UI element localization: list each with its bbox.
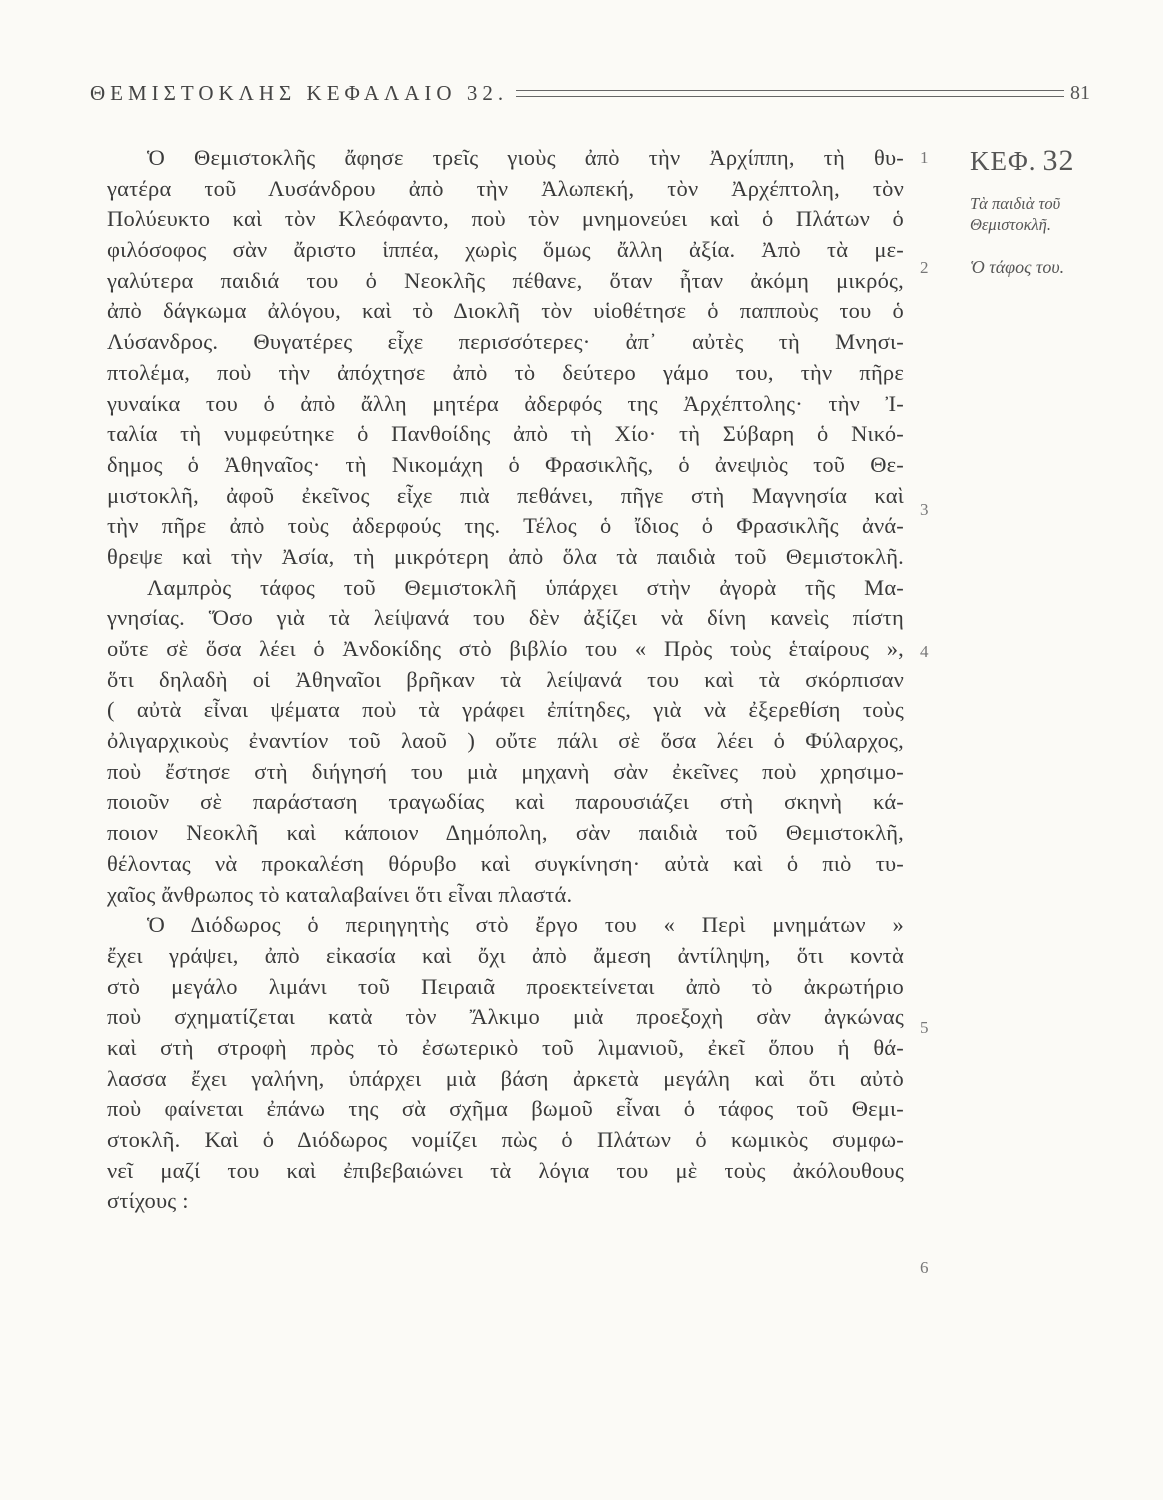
text-line: καὶ στὴ στροφὴ πρὸς τὸ ἐσωτερικὸ τοῦ λιμανιοῦ, ἐκεῖ ὅπου ἡ θά-	[107, 1034, 904, 1060]
running-header	[90, 78, 1090, 108]
text-line: γνησίας. Ὅσο γιὰ τὰ λείψανά του δὲν ἀξίζει νὰ δίνη κανεὶς πίστη	[107, 605, 904, 631]
text-line: στὸ μεγάλο λιμάνι τοῦ Πειραιᾶ προεκτείνεται ἀπὸ τὸ ἀκρωτήριο	[107, 973, 904, 999]
text-line: λασσα ἔχει γαλήνη, ὑπάρχει μιὰ βάση ἀρκετὰ μεγάλη καὶ ὅτι αὐτὸ	[107, 1065, 904, 1091]
margin-note-line: Θεμιστοκλῆ.	[970, 215, 1051, 234]
chapter-heading	[970, 143, 1130, 179]
text-line: οὔτε σὲ ὅσα λέει ὁ Ἀνδοκίδης στὸ βιβλίο του « Πρὸς τοὺς ἑταίρους »,	[107, 636, 904, 661]
text-line: τὴν πῆρε ἀπὸ τοὺς ἀδερφούς της. Τέλος ὁ ἴδιος ὁ Φρασικλῆς ἀνά-	[107, 513, 904, 539]
text-line: ( αὐτὰ εἶναι ψέματα ποὺ τὰ γράφει ἐπίτηδες, γιὰ νὰ ἐξερεθίση τοὺς	[107, 697, 904, 723]
section-number: 4	[920, 642, 929, 661]
text-line: ταλία τὴ νυμφεύτηκε ὁ Πανθοίδης ἀπὸ τὴ Χίο· τὴ Σύβαρη ὁ Νικό-	[107, 421, 904, 447]
chapter-number: 32	[1042, 144, 1075, 177]
text-line: στίχους :	[107, 1188, 189, 1214]
text-line: ποιον Νεοκλῆ καὶ κάποιον Δημόπολη, σὰν παιδιὰ τοῦ Θεμιστοκλῆ,	[107, 820, 904, 846]
chapter-label: ΚΕΦ.	[970, 146, 1037, 176]
margin-note-children	[970, 193, 1130, 235]
text-line: θρεψε καὶ τὴν Ἀσία, τὴ μικρότερη ἀπὸ ὅλα τὰ παιδιὰ τοῦ Θεμιστοκλῆ.	[107, 543, 904, 569]
section-number: 3	[920, 500, 929, 519]
text-line: ὀλιγαρχικοὺς ἐναντίον τοῦ λαοῦ ) οὔτε πάλι σὲ ὅσα λέει ὁ Φύλαρχος,	[107, 728, 904, 754]
text-line: γυναίκα του ὁ ἀπὸ ἄλλη μητέρα ἀδερφός της Ἀρχέπτολης· τὴν Ἰ-	[107, 390, 904, 416]
margin-notes	[970, 143, 1130, 278]
text-line: ποὺ σχηματίζεται κατὰ τὸν Ἄλκιμο μιὰ προεξοχὴ σὰν ἀγκώνας	[107, 1004, 904, 1030]
main-text	[107, 143, 904, 1217]
text-line: ὅτι δηλαδὴ οἱ Ἀθηναῖοι βρῆκαν τὰ λείψανά του καὶ τὰ σκόρπισαν	[107, 666, 904, 692]
section-number: 1	[920, 148, 929, 167]
text-line: ποὺ ἔστησε στὴ διήγησή του μιὰ μηχανὴ σὰν ἐκεῖνες ποὺ χρησιμο-	[107, 758, 904, 784]
text-line: νεῖ μαζί του καὶ ἐπιβεβαιώνει τὰ λόγια του μὲ τοὺς ἀκόλουθους	[107, 1157, 904, 1183]
text-line: Λαμπρὸς τάφος τοῦ Θεμιστοκλῆ ὑπάρχει στὴν ἀγορὰ τῆς Μα-	[147, 574, 904, 600]
header-rule	[516, 90, 1064, 97]
text-line: χαῖος ἄνθρωπος τὸ καταλαβαίνει ὅτι εἶναι πλαστά.	[107, 881, 573, 907]
text-line: ποὺ φαίνεται ἐπάνω της σὰ σχῆμα βωμοῦ εἶναι ὁ τάφος τοῦ Θεμι-	[107, 1096, 904, 1122]
page-number: 81	[1070, 81, 1090, 104]
text-line: θέλοντας νὰ προκαλέση θόρυβο καὶ συγκίνηση· αὐτὰ καὶ ὁ πιὸ τυ-	[107, 850, 904, 876]
text-line: στοκλῆ. Καὶ ὁ Διόδωρος νομίζει πὼς ὁ Πλάτων ὁ κωμικὸς συμφω-	[107, 1127, 904, 1152]
text-line: Λύσανδρος. Θυγατέρες εἶχε περισσότερες· ἀπ᾽ αὐτὲς τὴ Μνησι-	[107, 329, 904, 355]
text-line: ἀπὸ δάγκωμα ἀλόγου, καὶ τὸ Διοκλῆ τὸν υἱοθέτησε ὁ παπποὺς του ὁ	[107, 298, 904, 324]
margin-note-tomb: Ὁ τάφος του.	[970, 257, 1065, 277]
section-number: 6	[920, 1258, 929, 1277]
text-line: μιστοκλῆ, ἀφοῦ ἐκεῖνος εἶχε πιὰ πεθάνει, πῆγε στὴ Μαγνησία καὶ	[107, 482, 904, 508]
text-line: γαλύτερα παιδιά του ὁ Νεοκλῆς πέθανε, ὅταν ἦταν ἀκόμη μικρός,	[107, 267, 904, 293]
margin-note-line: Τὰ παιδιὰ τοῦ	[970, 194, 1061, 213]
section-number: 2	[920, 258, 929, 277]
section-number: 5	[920, 1018, 929, 1037]
text-line: γατέρα τοῦ Λυσάνδρου ἀπὸ τὴν Ἀλωπεκή, τὸν Ἀρχέπτολη, τὸν	[107, 175, 904, 201]
text-line: πτολέμα, ποὺ τὴν ἀπόχτησε ἀπὸ τὸ δεύτερο γάμο του, τὴν πῆρε	[107, 359, 904, 385]
text-line: Ὁ Θεμιστοκλῆς ἄφησε τρεῖς γιοὺς ἀπὸ τὴν Ἀρχίππη, τὴ θυ-	[147, 145, 904, 170]
text-line: ἔχει γράψει, ἀπὸ εἰκασία καὶ ὄχι ἀπὸ ἄμεση ἀντίληψη, ὅτι κοντὰ	[107, 942, 904, 968]
text-line: Πολύευκτο καὶ τὸν Κλεόφαντο, ποὺ τὸν μνημονεύει καὶ ὁ Πλάτων ὁ	[107, 206, 904, 232]
text-line: φιλόσοφος σὰν ἄριστο ἱππέα, χωρὶς ὅμως ἄλλη ἀξία. Ἀπὸ τὰ με-	[107, 237, 904, 263]
text-line: ποιοῦν σὲ παράσταση τραγωδίας καὶ παρουσιάζει στὴ σκηνὴ κά-	[107, 789, 904, 815]
text-line: δημος ὁ Ἀθηναῖος· τὴ Νικομάχη ὁ Φρασικλῆς, ὁ ἀνεψιὸς τοῦ Θε-	[107, 451, 904, 477]
text-line: Ὁ Διόδωρος ὁ περιηγητὴς στὸ ἔργο του « Περὶ μνημάτων »	[147, 912, 904, 938]
header-title: ΘΕΜΙΣΤΟΚΛΗΣ ΚΕΦΑΛΑΙΟ 32.	[90, 80, 509, 105]
